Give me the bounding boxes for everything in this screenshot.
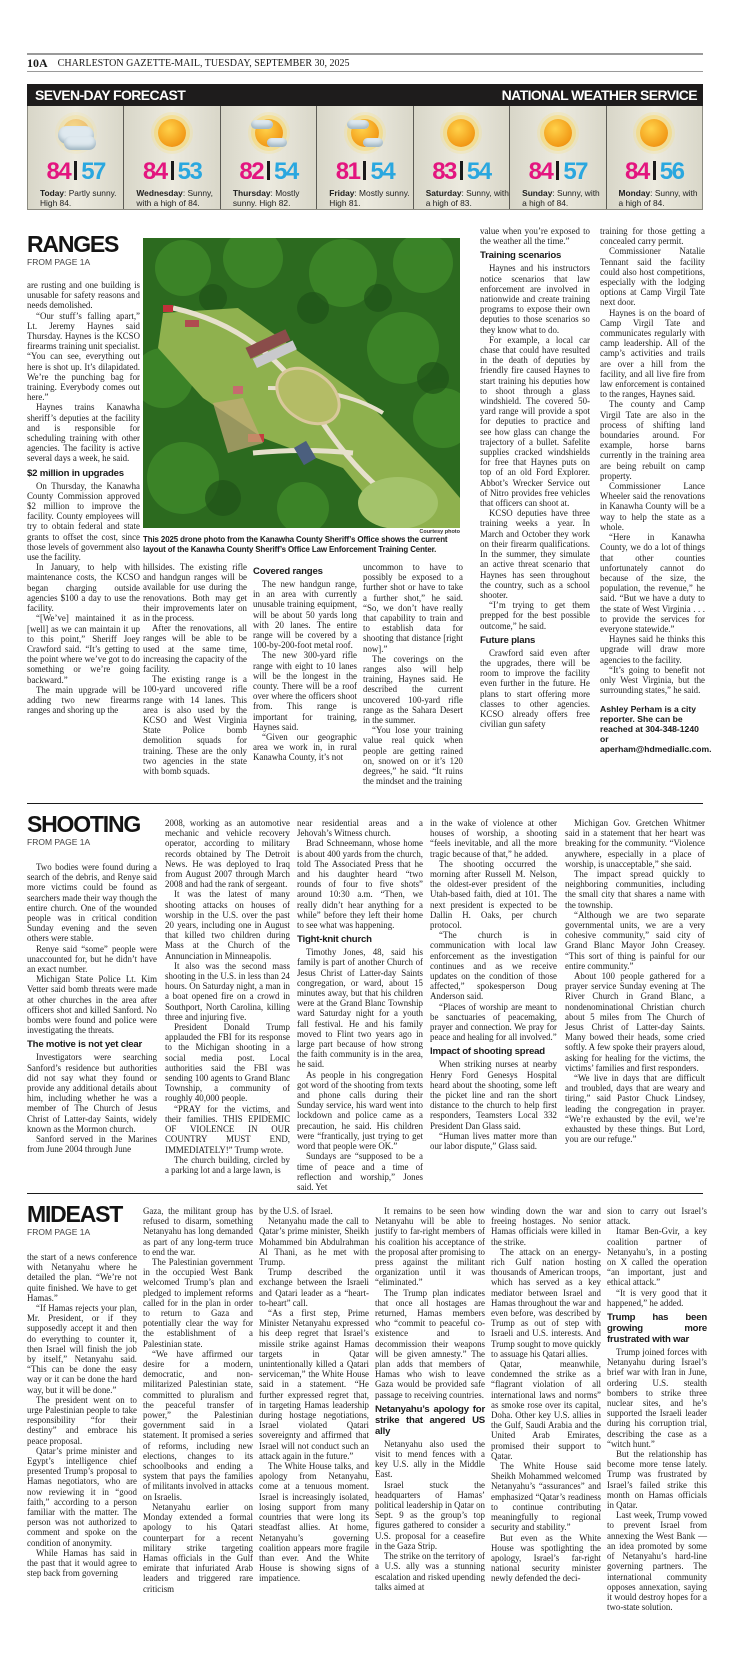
temperature-hi-lo <box>317 159 412 185</box>
paragraph: The Palestinian government in the occupied West Bank welcomed Trump’s plan and pledged to implement reforms called for in the plan in order to return to Gaza and potentially clear the way for the establishment of a Palestinian state. <box>143 1257 253 1349</box>
high-temp: 82 <box>239 158 264 185</box>
low-temp: 56 <box>659 158 684 185</box>
paragraph: When striking nurses at nearby Henry Ford Genesys Hospital heard about the shooting, some left the picket line and ran the short distance to the church to help first responders, Teamsters Local 332 President Dan Glass said. <box>430 1059 557 1131</box>
paragraph: “Our stuff’s falling apart,” Lt. Jeremy Haynes said Thursday. Haynes is the KCSO firearms training unit specialist. “You can see, everything out here is shot up. It’s dilapidated. We’re the punching bag for training. Everybody comes out here.” <box>27 310 140 403</box>
paragraph: hillsides. The existing rifle and handgun ranges will be available for use during the renovations. Both may get their improvements later on in the process. <box>143 562 247 624</box>
paragraph: President Donald Trump applauded the FBI for its response to the Michigan shooting in a social media post. Local authorities said the FBI was sending 100 agents to Grand Blanc Township, a community of roughly 40,000 people. <box>165 1022 290 1104</box>
temperature-hi-lo <box>414 159 509 185</box>
photo-credit: Courtesy photo <box>419 529 460 535</box>
day-label: Wednesday <box>136 188 183 198</box>
mideast-column-5 <box>491 1206 601 1584</box>
paragraph: “Given our geographic area we work in, in rural Kanawha County, it’s not <box>253 732 357 763</box>
temp-separator <box>171 161 174 180</box>
day-label: Thursday <box>232 188 271 198</box>
paragraph: Haynes is on the board of Camp Virgil Tate and communicates regularly with camp leadership. All of the camp’s activities and trails are over a hill from the facility, and all live fire from law enforcement is contained to the ranges, Haynes said. <box>600 307 705 400</box>
day-conditions: : Sunny, with a high of 84. <box>136 188 213 208</box>
section-kicker: SHOOTING <box>27 811 141 837</box>
paragraph: Sundays are “supposed to be a time of peace and a time of reflection and worship,” Jones said. Yet <box>297 1151 423 1192</box>
paragraph: are rusting and one building is unusable for safety reasons and needs demolished. <box>27 280 140 311</box>
masthead-dateline: CHARLESTON GAZETTE-MAIL, TUESDAY, SEPTEMBER 30, 2025 <box>57 57 350 69</box>
paragraph: 2008, working as an automotive mechanic and vehicle recovery operator, according to military records obtained by The Detroit News. He was deployed to Iraq from August 2007 through March 2008 and had the rank of sergeant. <box>165 818 290 890</box>
forecast-day-today <box>28 106 124 209</box>
subheading: Future plans <box>480 634 536 646</box>
low-temp: 53 <box>177 158 202 185</box>
forecast-days <box>27 106 703 210</box>
paragraph: near residential areas and a Jehovah’s Witness church. <box>297 818 423 839</box>
day-label: Today <box>40 188 65 198</box>
sun-icon <box>439 112 483 156</box>
day-conditions: : Sunny, with a high of 84. <box>522 188 600 208</box>
paragraph: It remains to be seen how Netanyahu will be able to justify to far-right members of his coalition his acceptance of the proposal after promising to press against the militant organization until it was “eliminated.” <box>375 1206 485 1288</box>
paragraph: Last week, Trump vowed to prevent Israel from annexing the West Bank — an idea promoted by some of Netanyahu’s hard-line governing partners. The international community opposes annexation, saying it would destroy hopes for a two-state solution. <box>607 1510 707 1613</box>
paragraph: Netanyahu made the call to Qatar’s prime minister, Sheikh Mohammed bin Abdulrahman Al Thani, as he met with Trump. <box>259 1216 369 1268</box>
paragraph: The White House talks, and apology from Netanyahu, come at a tenuous moment. Israel is increasingly isolated, losing support from many countries that were long its steadfast allies. At home, Netanyahu’s governing coalition appears more fragile than ever. And the White House is showing signs of impatience. <box>259 1461 369 1584</box>
page-number: 10A <box>27 55 48 70</box>
jump-line: FROM PAGE 1A <box>27 837 91 847</box>
paragraph: Investigators were searching Sanford’s residence but authorities did not say what they found or provide any additional details about him, including whether he was a member of The Church of Jesus Christ of Latter-day Saints, widely known as the Mormon church. <box>27 1052 157 1134</box>
low-temp: 54 <box>274 158 298 185</box>
partly-cloudy-icon <box>54 112 98 156</box>
forecast-description <box>414 185 509 208</box>
paragraph: Haynes said he thinks this upgrade will draw more agencies to the facility. <box>600 634 705 665</box>
sun-icon <box>150 112 194 156</box>
forecast-description <box>28 185 123 208</box>
subheading: Tight-knit church <box>297 934 372 946</box>
paragraph: the start of a news conference with Netanyahu where he detailed the plan. “We’re not quite finished. We have to get Hamas.” <box>27 1252 137 1303</box>
day-conditions: : Sunny, with a high of 84. <box>618 188 698 208</box>
day-label: Sunday <box>522 188 553 198</box>
day-conditions: : Partly sunny. High 84. <box>40 188 117 208</box>
paragraph: Itamar Ben-Gvir, a key coalition partner of Netanyahu’s, in a posting on X called the operation “an important, just and ethical attack.” <box>607 1226 707 1288</box>
subheading: Trump has been growing more frustrated with war <box>607 1312 707 1346</box>
mideast-column-4 <box>375 1206 485 1592</box>
paragraph: The county and Camp Virgil Tate are also in the process of shifting land boundaries around. For example, horse barns currently in the training area are being rebuilt on camp property. <box>600 399 705 481</box>
temp-separator <box>460 161 463 180</box>
paragraph: value when you’re exposed to the weather all the time.” <box>480 226 590 247</box>
paragraph: “You lose your training value real quick when people are getting rained on, snowed on or it’s 120 degrees,” he said. “It ruins the mindset and the training <box>363 725 463 787</box>
paragraph: “It is very good that it happened,” he added. <box>607 1287 707 1308</box>
paragraph: “Although we are two separate governmental units, we are a very cohesive community,” said city of Grand Blanc Mayor John Creasey. “This sort of thing is painful for our entire community.” <box>565 909 705 971</box>
paragraph: Gaza, the militant group has refused to disarm, something Netanyahu has long demanded as part of any long-term truce to end the war. <box>143 1206 253 1257</box>
forecast-description <box>124 185 219 208</box>
paragraph: “We live in days that are difficult and troubled, days that are weary and tiring,” said Pastor Chuck Lindsey, leading the congregation in prayer. “We’re exhausted by the evil, we’re exhausted by these things. But Lord, you are our refuge.” <box>565 1073 705 1145</box>
paragraph: But the relationship has become more tense lately. Trump was frustrated by Israel’s failed strike this month on Hamas officials in Qatar. <box>607 1449 707 1511</box>
paragraph: Commissioner Natalie Tennant said the facility could also host competitions, especially with the lodging options at Camp Virgil Tate next door. <box>600 246 705 308</box>
day-label: Monday <box>618 188 651 198</box>
author-tagline: Ashley Perham is a city reporter. She can be reached at 304-348-1240 or aperham@hdmediallc.com. <box>600 704 712 755</box>
temp-separator <box>363 161 366 180</box>
paragraph: The church building, circled by a parking lot and a large lawn, is <box>165 1154 290 1175</box>
forecast-day-wednesday <box>124 106 220 209</box>
forecast-day-monday <box>607 106 702 209</box>
forecast-description <box>221 185 316 208</box>
paragraph: While Hamas has said in the past that it would agree to step back from governing <box>27 1547 137 1579</box>
paragraph: Haynes trains Kanawha sheriff’s deputies at the facility and is responsible for scheduling training with other agencies. The facility is active several days a week, he said. <box>27 402 140 464</box>
paragraph: But even as the White House was spotlighting the apology, Israel’s far-right national security minister newly defended the deci- <box>491 1532 601 1584</box>
forecast-description <box>607 185 702 208</box>
paragraph: “Here in Kanawha County, we do a lot of things that other counties unfortunately cannot do because of the size, the population, the revenue,” he said. “But we have a duty to the state of West Virginia . . . to provide the services for everyone statewide.” <box>600 532 705 634</box>
paragraph: “[We’ve] maintained it as [well] as we can maintain it up to this point,” Sheriff Joey Crawford said. “It’s getting to the point where we’ve got to do something or we’re going backward.” <box>27 613 140 685</box>
shooting-column-1 <box>27 862 157 1154</box>
forecast-source: NATIONAL WEATHER SERVICE <box>501 87 697 103</box>
paragraph: in the wake of violence at other houses of worship, a shooting “feels inevitable, and all the more tragic because of that,” he added. <box>430 818 557 859</box>
paragraph: Israel stuck the headquarters of Hamas’ political leadership in Qatar on Sept. 9 as the group’s top figures gathered to consider a U.S. proposal for a ceasefire in the Gaza Strip. <box>375 1479 485 1551</box>
paragraph: KCSO deputies have three training weeks a year. In March and October they work on their firearm qualifications. In the summer, they simulate an active threat scenario that Haynes has seen throughout the country, such as a school shooter. <box>480 508 590 600</box>
subheading: The motive is not yet clear <box>27 1039 143 1051</box>
shooting-column-2 <box>165 818 290 1175</box>
mostly-sunny-icon <box>247 112 291 156</box>
paragraph: The new 300-yard rifle range with eight to 10 lanes will be the longest in the county. There will be a roof over where the officers shoot from. This range is important for training, Haynes said. <box>253 650 357 732</box>
ranges-column-2 <box>143 562 247 776</box>
temp-separator <box>74 161 77 180</box>
low-temp: 54 <box>370 158 395 185</box>
day-conditions: : Mostly sunny. High 82. <box>232 188 300 208</box>
high-temp: 84 <box>142 158 167 185</box>
ranges-column-5 <box>480 226 590 729</box>
photo-caption: This 2025 drone photo from the Kanawha County Sheriff’s Office shows the current layout of the Kanawha County Sheriff’s Office Law Enforcement Training Center. <box>143 535 448 554</box>
paragraph: As people in his congregation got word of the shooting from texts and phone calls during their Sunday service, his ward went into lockdown and police came as a precaution, he said. His children were “frantically, just trying to get word that people were OK.” <box>297 1069 423 1152</box>
mideast-column-3 <box>259 1206 369 1584</box>
paragraph: winding down the war and freeing hostages. No senior Hamas officials were killed in the strike. <box>491 1206 601 1247</box>
section-divider <box>27 1193 703 1194</box>
paragraph: The White House said Sheikh Mohammed welcomed Netanyahu’s “assurances” and emphasized “Qatar’s readiness to continue contributing meaningfully to regional security and stability.” <box>491 1461 601 1533</box>
forecast-header <box>27 84 703 106</box>
ranges-column-3 <box>253 562 357 763</box>
paragraph: uncommon to have to possibly be exposed to a further shot or have to take a further shot,” he said. “So, we don’t have really that capability to train and to establish data for shooting that distance [right now].” <box>363 562 463 654</box>
day-conditions: : Mostly sunny. High 81. <box>329 188 410 208</box>
paragraph: In January, to help with maintenance costs, the KCSO began charging outside agencies $100 a day to use the facility. <box>27 562 140 614</box>
paragraph: Trump described the exchange between the Israeli and Qatari leader as a “heart-to-heart” call. <box>259 1267 369 1308</box>
paragraph: “We have affirmed our desire for a modern, democratic, and non-militarized Palestinian state, committed to pluralism and the peaceful transfer of power,” the Palestinian government said in a statement. It promised a series of reforms, including new elections, changes to its schoolbooks and ending a system that pays the families of militants involved in attacks on Israelis. <box>143 1348 253 1502</box>
temperature-hi-lo <box>221 159 316 185</box>
temp-separator <box>267 161 270 180</box>
paragraph: After the renovations, all ranges will be able to be used at the same time, increasing the capacity of the facility. <box>143 623 247 675</box>
mideast-column-6 <box>607 1206 707 1612</box>
high-temp: 83 <box>432 158 456 185</box>
high-temp: 84 <box>528 158 553 185</box>
paragraph: sion to carry out Israel’s attack. <box>607 1206 707 1227</box>
temperature-hi-lo <box>28 159 123 185</box>
low-temp: 57 <box>81 158 105 185</box>
day-conditions: : Sunny, with a high of 83. <box>425 188 509 208</box>
paragraph: by the U.S. of Israel. <box>259 1206 333 1216</box>
drone-photo <box>143 238 460 528</box>
jump-line: FROM PAGE 1A <box>27 1227 91 1237</box>
paragraph: The main upgrade will be adding two new firearms ranges and shoring up the <box>27 684 140 716</box>
subheading: Covered ranges <box>253 566 323 577</box>
paragraph: “The church is in communication with local law enforcement as the investigation continues and as we receive updates on the condition of those affected,” spokesperson Doug Anderson said. <box>430 930 557 1002</box>
high-temp: 84 <box>625 158 649 185</box>
paragraph: Qatar, meanwhile, condemned the strike as a “flagrant violation of all international laws and norms” as smoke rose over its capital, Doha. Other key U.S. allies in the Gulf, Saudi Arabia and the United Arab Emirates, promised their support to Qatar. <box>491 1359 601 1461</box>
paragraph: Netanyahu earlier on Monday extended a formal apology to his Qatari counterpart for a recent military strike targeting Hamas officials in the Gulf emirate that infuriated Arab leaders and triggered rare criticism <box>143 1501 253 1594</box>
sun-icon <box>536 112 580 156</box>
day-label: Friday <box>329 188 355 198</box>
paragraph: On Thursday, the Kanawha County Commission approved $2 million to improve the facility. County employees will try to obtain federal and state grants to offset the cost, since those levels of government also use the facility. <box>27 480 140 563</box>
high-temp: 84 <box>46 158 71 185</box>
sun-icon <box>632 112 676 156</box>
paragraph: “I’m trying to get them prepped for the best possible outcome,” he said. <box>480 600 590 631</box>
paragraph: Renye said “some” people were unaccounted for, but he didn’t have an exact number. <box>27 943 157 975</box>
ranges-column-6 <box>600 226 712 755</box>
paragraph: Crawford said even after the upgrades, there will be room to improve the facility even further in the future. He plans to start offering more classes to other agencies. KCSO already offers free civilian gun safety <box>480 647 590 730</box>
paragraph: “As a first step, Prime Minister Netanyahu expressed his deep regret that Israel’s missile strike against Hamas targets in Qatar unintentionally killed a Qatari serviceman,” the White House said in a statement. “He further expressed regret that, in targeting Hamas leadership during hostage negotiations, Israel violated Qatari sovereignty and affirmed that Israel will not conduct such an attack again in the future.” <box>259 1308 369 1461</box>
subheading: Training scenarios <box>480 250 562 262</box>
page-folio <box>27 53 703 72</box>
paragraph: For example, a local car chase that could have resulted in the death of deputies by friendly fire caused Haynes to start training his deputies how to shoot through a glass windshield. The covered 50-yard range will provide a spot for deputies to practice and see how glass can change the trajectory of a bullet. Safelite supplies cracked windshields for free that Haynes puts on top of an old Ford Explorer. Abbot’s Wrecker Service out of Nitro provides free vehicles that officers can shoot at. <box>480 334 590 509</box>
paragraph: The president went on to urge Palestinian people to take responsibility “for their destiny” and embrace his peace proposal. <box>27 1394 137 1446</box>
shooting-column-4 <box>430 818 557 1151</box>
low-temp: 57 <box>563 158 588 185</box>
section-divider <box>27 803 703 804</box>
forecast-description <box>317 185 412 208</box>
paragraph: Sanford served in the Marines from June 2004 through June <box>27 1134 157 1155</box>
paragraph: “It’s going to benefit not only West Virginia, but the surrounding states,” he said. <box>600 664 705 696</box>
paragraph: Netanyahu also used the visit to mend fences with a key U.S. ally in the Middle East. <box>375 1438 485 1480</box>
temperature-hi-lo <box>124 159 219 185</box>
temp-separator <box>653 161 656 180</box>
paragraph: Trump joined forces with Netanyahu during Israel’s brief war with Iran in June, ordering U.S. stealth bombers to strike three nuclear sites, and he’s supported the Israeli leader during his corruption trial, describing the case as a “witch hunt.” <box>607 1347 707 1449</box>
paragraph: The Trump plan indicates that once all hostages are returned, Hamas members who “commit to peaceful co-existence and to decommission their weapons will be given amnesty.” The plan adds that members of Hamas who wish to leave Gaza would be provided safe passage to receiving countries. <box>375 1287 485 1400</box>
paragraph: Timothy Jones, 48, said his family is part of another Church of Jesus Christ of Latter-day Saints congregation, or ward, about 15 minutes away, but that his children were at the Grand Blanc Township ward Saturday night for a youth fall festival. He and his family moved to Flint two years ago in large part because of how strong the faith community is in the area, he said. <box>297 947 423 1070</box>
section-kicker: RANGES <box>27 231 119 257</box>
temperature-hi-lo <box>510 159 605 185</box>
paragraph: “PRAY for the victims, and their families. THIS EPIDEMIC OF VIOLENCE IN OUR COUNTRY MUST END, IMMEDIATELY!” Trump wrote. <box>165 1103 290 1155</box>
section-kicker: MIDEAST <box>27 1201 123 1227</box>
paragraph: It also was the second mass shooting in the U.S. in less than 24 hours. On Saturday night, a man in a boat opened fire on a crowd in Southport, North Carolina, killing three and injuring five. <box>165 960 290 1022</box>
temperature-hi-lo <box>607 159 702 185</box>
paragraph: Two bodies were found during a search of the debris, and Renye said more victims could be found as searchers made their way though the entire church. One of the wounded people was in critical condition Sunday evening and the seven others were stable. <box>27 862 157 944</box>
paragraph: Michigan Gov. Gretchen Whitmer said in a statement that her heart was breaking for the community. “Violence anywhere, especially in a place of worship, is unacceptable,” she said. <box>565 818 705 869</box>
paragraph: It was the latest of many shooting attacks on houses of worship in the U.S. over the past 20 years, including one in August that killed two children during Mass at the Church of the Annunciation in Minneapolis. <box>165 889 290 961</box>
forecast-title: SEVEN-DAY FORECAST <box>35 87 186 103</box>
paragraph: The impact spread quickly to neighboring communities, including the small city that shares a name with the township. <box>565 869 705 910</box>
paragraph: The strike on the territory of a U.S. ally was a stunning escalation and risked upending talks aimed at <box>375 1551 485 1592</box>
day-label: Saturday <box>425 188 462 198</box>
paragraph: The attack on an energy-rich Gulf nation hosting thousands of American troops, which has served as a key mediator between Israel and Hamas throughout the war and even before, was described by Trump as out of step with Israeli and U.S. interests. And Trump sought to move quickly to assuage his Qatari allies. <box>491 1246 601 1359</box>
subheading: $2 million in upgrades <box>27 467 124 479</box>
mideast-column-2 <box>143 1206 253 1594</box>
paragraph: Commissioner Lance Wheeler said the renovations in Kanawha County will be a way to help the state as a whole. <box>600 481 705 532</box>
seven-day-forecast <box>27 84 703 210</box>
paragraph: training for those getting a concealed carry permit. <box>600 226 705 247</box>
temp-separator <box>556 161 559 180</box>
paragraph: The new handgun range, in an area with currently unusable training equipment, will be about 50 yards long with 20 lanes. The entire range will be covered by a 100-by-200-foot metal roof. <box>253 579 357 651</box>
mostly-sunny-icon <box>343 112 387 156</box>
shooting-column-3 <box>297 818 423 1192</box>
ranges-column-4 <box>363 562 463 786</box>
ranges-column-1 <box>27 280 140 715</box>
paragraph: “Places of worship are meant to be sanctuaries of peacemaking, prayer and connection. We pray for peace and healing for all involved.” <box>430 1001 557 1043</box>
forecast-day-saturday <box>414 106 510 209</box>
paragraph: About 100 people gathered for a prayer service Sunday evening at The River Church in Grand Blanc, a nondenominational Christian church about 5 miles from The Church of Jesus Christ of Latter-day Saints. Many bowed their heads, some cried softly. A few spoke their prayers aloud, asking for healing for the victims, the victims’ families and first responders. <box>565 971 705 1073</box>
forecast-day-friday <box>317 106 413 209</box>
paragraph: Brad Schneemann, whose home is about 400 yards from the church, told The Associated Press that he and his daughter heard “two rounds of four to five shots” around 10:30 a.m. “Then, we really didn’t hear anything for a while” before they left their home to see what was happening. <box>297 838 423 931</box>
paragraph: Qatar’s prime minister and Egypt’s intelligence chief presented Trump’s proposal to Hamas negotiators, who are now reviewing it in “good faith,” according to a person familiar with the matter. The person was not authorized to comment and spoke on the condition of anonymity. <box>27 1445 137 1548</box>
forecast-day-thursday <box>221 106 317 209</box>
paragraph: The coverings on the ranges also will help training, Haynes said. He described the current uncovered 100-yard rifle range as the Sahara Desert in the summer. <box>363 653 463 726</box>
low-temp: 54 <box>466 158 491 185</box>
paragraph: “If Hamas rejects your plan, Mr. President, or if they supposedly accept it and then do everything to counter it, then Israel will finish the job by itself,” Netanyahu said. “This can be done the easy way or it can be done the hard way, but it will be done.” <box>27 1303 137 1395</box>
forecast-description <box>510 185 605 208</box>
subheading: Impact of shooting spread <box>430 1046 545 1058</box>
high-temp: 81 <box>335 158 360 185</box>
paragraph: Haynes and his instructors notice scenarios that law enforcement are involved in nationwide and create training programs to expose their own deputies to those scenarios so they know what to do. <box>480 263 590 335</box>
paragraph: Michigan State Police Lt. Kim Vetter said bomb threats were made at other churches in the area after officers shot and killed Sanford. No bombs were found and police were investigating the threats. <box>27 974 157 1036</box>
jump-line: FROM PAGE 1A <box>27 257 91 267</box>
paragraph: The existing range is a 100-yard uncovered rifle range with 14 lanes. This area is also used by the KCSO and West Virginia State Police bomb demolition squads for training. These are the only two agencies in the state with bomb squads. <box>143 674 247 777</box>
paragraph: “Human lives matter more than our labor dispute,” Glass said. <box>430 1130 557 1152</box>
subheading: Netanyahu’s apology for strike that angered US ally <box>375 1403 485 1437</box>
mideast-column-1 <box>27 1252 137 1579</box>
paragraph: The shooting occurred the morning after Russell M. Nelson, the oldest-ever president of the Utah-based faith, died at 101. The next president is expected to be Dallin H. Oaks, per church protocol. <box>430 858 557 931</box>
shooting-column-5 <box>565 818 705 1145</box>
forecast-day-sunday <box>510 106 606 209</box>
training-center-aerial-image <box>143 238 460 528</box>
